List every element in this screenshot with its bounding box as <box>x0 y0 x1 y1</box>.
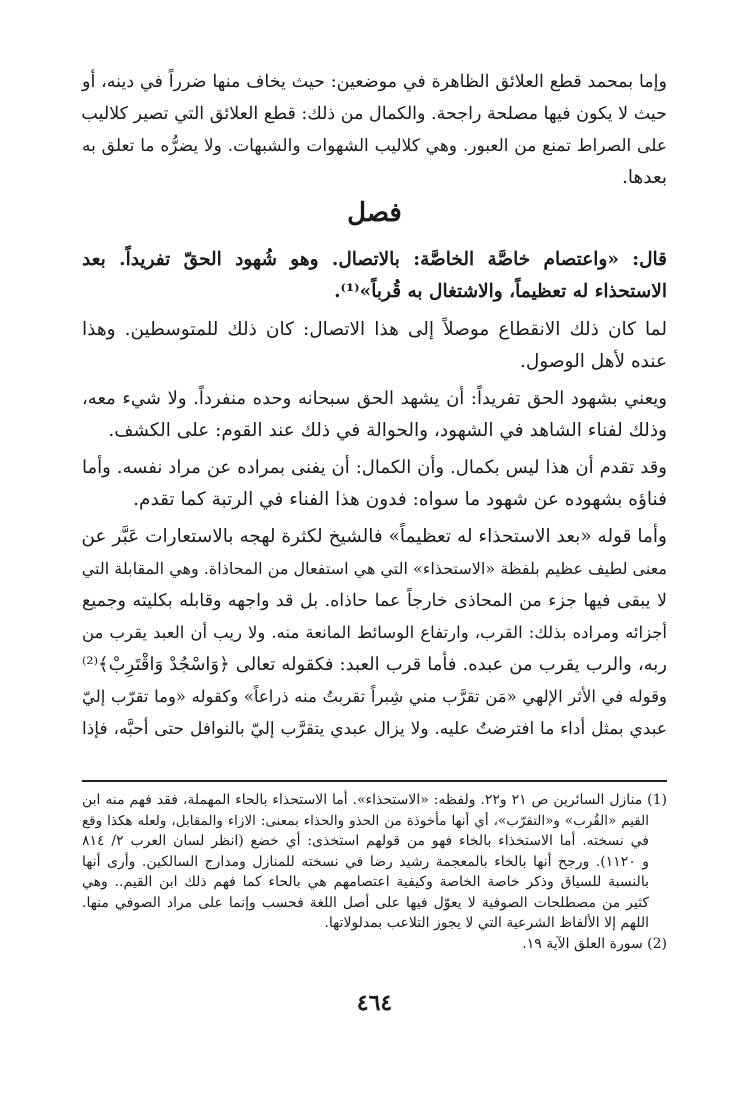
text-line: وقد تقدم أن هذا ليس بكمال. وأن الكمال: أن يفنى بمراده عن مراد نفسه. وأما <box>82 457 667 478</box>
text-line: بعدها. <box>621 167 667 188</box>
footnote-line: في نسخته. أما الاستخذاء بالخاء فهو من قولهم استخذى: أي خضع (انظر لسان العرب ٢/ ٨١٤ <box>82 833 649 849</box>
paragraph-intro <box>82 66 667 194</box>
footnote-line: اللهم إلا الألفاظ الشرعية التي لا يجوز التلاعب بمدلولاتها. <box>324 915 649 931</box>
footnotes <box>82 790 667 954</box>
text-line: وأما قوله «بعد الاستحذاء له تعظيماً» فالشيخ لكثرة لهجه بالاستعارات عَبَّر عن <box>81 526 667 547</box>
text-line: ربه، والرب يقرب من عبده. فأما قرب العبد: فكقوله تعالى ﴿وَاسْجُدْ وَاقْتَرِبْ﴾⁽²⁾ <box>82 654 667 675</box>
paragraph-kamal <box>82 452 667 516</box>
footnote-line: القيم «القُرب» و«التقرّب»، أي أنها مأخوذة من الحذو والحذاء بمعنى: الازاء والمقابل، ولعله هكذا وقع <box>82 812 649 829</box>
text-line: أجزائه ومراده بذلك: القرب، وارتفاع الوسائط المانعة منه. ولا ريب أن العبد يقرب من <box>82 623 667 642</box>
text-line: حيث لا يكون فيها مصلحة راجحة. والكمال من ذلك: قطع العلائق التي تصير كلاليب <box>81 104 667 124</box>
text-line: الاستحذاء له تعظيماً، والاشتغال به قُرباً»⁽¹⁾. <box>334 281 667 302</box>
footnote-line: (2) سورة العلق الآية ١٩. <box>522 935 667 952</box>
paragraph-explanation <box>82 314 667 378</box>
footnote-line: بالنسبة للسياق وذكر خاصة الخاصة وكيفية اعتصامهم هي بالحاء كما فهم ذلك ابن القيم.. وهي <box>82 874 649 890</box>
text-line: عبدي بمثل أداء ما افترضتُ عليه. ولا يزال عبدي يتقرَّب إليّ بالنوافل حتى أحبَّه، فإذا <box>82 719 667 739</box>
page-number: ٤٦٤ <box>356 990 393 1016</box>
text-line: معنى لطيف عظيم بلفظة «الاستحذاء» التي هي استفعال من المحاذاة. وهي المقابلة التي <box>81 559 667 578</box>
text-line: لا يبقى فيها جزء من المحاذى خارجاً عما حاذاه. بل قد واجهه وقابله بكليته وجميع <box>82 591 667 611</box>
footnote-line: و ١١٢٠). ورجح أنها بالخاء بالمعجمة رشيد رضا في نسخته للمنازل ومدارج السالكين. وأرى أنها <box>82 853 649 870</box>
paragraph-tafrid <box>82 383 667 447</box>
footnote-line: (1) منازل السائرين ص ٢١ و٢٢. ولفظه: «الاستحذاء». أما الاستحذاء بالحاء المهملة، فقد فهم منه ابن <box>82 792 668 808</box>
paragraph-istihdha <box>82 521 667 745</box>
text-line: لما كان ذلك الانقطاع موصلاً إلى هذا الاتصال: كان ذلك للمتوسطين. وهذا <box>82 319 667 340</box>
text-line: وإما بمحمد قطع العلائق الظاهرة في موضعين: حيث يخاف منها ضرراً في دينه، أو <box>82 72 667 92</box>
paragraph-quote <box>82 244 667 308</box>
text-line: ويعني بشهود الحق تفريداً: أن يشهد الحق سبحانه وحده منفرداً. ولا شيء معه، <box>82 388 667 409</box>
text-line: على الصراط تمنع من العبور. وهي كلاليب الشهوات والشبهات. ولا يضرُّه ما تعلق به <box>82 136 667 156</box>
section-heading: فصل <box>347 198 402 228</box>
text-line: قال: «واعتصام خاصَّة الخاصَّة: بالاتصال. وهو شُهود الحقّ تفريداً. بعد <box>82 249 667 270</box>
text-line: عنده لأهل الوصول. <box>519 351 667 372</box>
footnote-line: كثير من مصطلحات الصوفية لا يعوّل فيها على أصل اللغة فحسب وإنما على مراد الصوفي منها. <box>82 894 649 911</box>
footnote-divider <box>82 780 667 782</box>
text-line: فناؤه بشهوده عن شهود ما سواه: فدون هذا الفناء في الرتبة كما تقدم. <box>133 489 667 510</box>
text-line: وذلك لفناء الشاهد في الشهود، والحوالة في ذلك عند القوم: على الكشف. <box>108 420 667 441</box>
text-line: وقوله في الأثر الإلهي «مَن تقرَّب مني شِبراً تقربتُ منه ذراعاً» وكقوله «وما تقرّب إليّ <box>82 687 667 706</box>
